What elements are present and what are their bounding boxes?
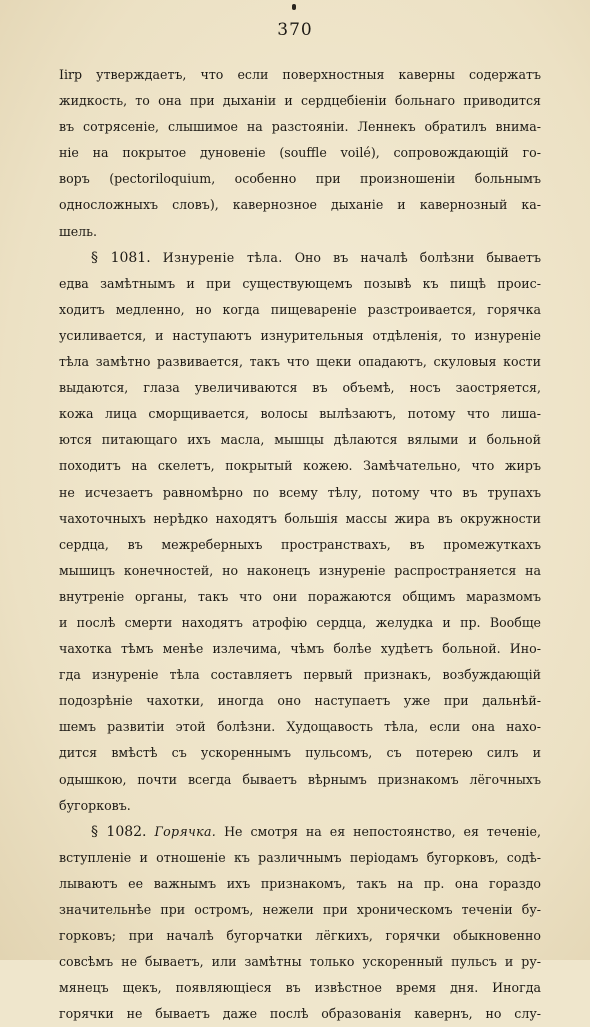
print-mark bbox=[292, 4, 296, 10]
text-line: совсѣмъ не бываетъ, или замѣтны только ускоренный пульсъ и ру- bbox=[59, 954, 541, 970]
text-line: жидкость, то она при дыханіи и сердцебіеніи больнаго приводится bbox=[59, 93, 541, 109]
text-line: подозрѣніе чахотки, иногда оно наступаетъ уже при дальнѣй- bbox=[59, 693, 541, 709]
text-line: шель. bbox=[59, 223, 98, 239]
text-line: гда изнуреніе тѣла составляетъ первый признакъ, возбуждающій bbox=[59, 667, 541, 683]
text-run: Не смотря на ея непостоянство, ея теченіе, bbox=[224, 823, 541, 839]
section-number: § 1081. bbox=[91, 249, 151, 266]
text-line: усиливается, и наступаютъ изнурительныя отдѣленія, то изнуреніе bbox=[59, 327, 541, 343]
text-line: тѣла замѣтно развивается, такъ что щеки опадаютъ, скуловыя кости bbox=[59, 354, 541, 370]
text-line: кожа лица сморщивается, волосы вылѣзаютъ, потому что лиша- bbox=[59, 406, 541, 422]
text-line: шемъ развитіи этой болѣзни. Худощавость тѣла, если она нахо- bbox=[59, 719, 541, 735]
page-text bbox=[59, 62, 541, 1027]
text-line: не исчезаетъ равномѣрно по всему тѣлу, потому что въ трупахъ bbox=[59, 484, 541, 500]
text-line: чахотка тѣмъ менѣе излечима, чѣмъ болѣе худѣетъ больной. Ино- bbox=[59, 641, 541, 657]
section-first-line bbox=[59, 245, 541, 271]
text-line: дится вмѣстѣ съ ускореннымъ пульсомъ, съ потерею силъ и bbox=[59, 745, 541, 761]
text-line: Iirр утверждаетъ, что если поверхностныя каверны содержатъ bbox=[59, 67, 541, 82]
text-line: ніе на покрытое дуновеніе (souffle voilé), сопровождающій го- bbox=[59, 145, 541, 161]
text-line: вступленіе и отношеніе къ различнымъ періодамъ бугорковъ, содѣ- bbox=[59, 849, 541, 865]
text-line: значительнѣе при остромъ, нежели при хроническомъ теченіи бу- bbox=[59, 902, 541, 917]
text-line: сердца, въ межреберныхъ пространствахъ, въ промежуткахъ bbox=[59, 536, 541, 552]
section-first-line bbox=[59, 819, 541, 845]
section-number: § 1082. bbox=[91, 823, 147, 840]
text-line: въ сотрясеніе, слышимое на разстояніи. Леннекъ обратилъ внима- bbox=[59, 119, 541, 135]
page-number: 370 bbox=[277, 20, 313, 40]
text-line: мышицъ конечностей, но наконецъ изнуреніе распространяется на bbox=[59, 562, 541, 578]
text-line: внутреніе органы, такъ что они поражаются общимъ маразмомъ bbox=[59, 588, 541, 604]
text-line: односложныхъ словъ), кавернозное дыханіе и кавернозный ка- bbox=[59, 197, 541, 213]
text-line: выдаются, глаза увеличиваются въ объемѣ, носъ заостряется, bbox=[59, 380, 541, 396]
text-run: Оно въ началѣ болѣзни бываетъ bbox=[294, 249, 541, 265]
text-line: лываютъ ее важнымъ ихъ признакомъ, такъ на пр. она гораздо bbox=[59, 875, 541, 891]
text-line: ходитъ медленно, но когда пищевареніе разстроивается, горячка bbox=[59, 301, 541, 317]
text-line: едва замѣтнымъ и при существующемъ позывѣ къ пищѣ проис- bbox=[59, 275, 541, 291]
text-line: горячки не бываетъ даже послѣ образованія кавернъ, но слу- bbox=[59, 1006, 541, 1022]
text-line: и послѣ смерти находятъ атрофію сердца, желудка и пр. Вообще bbox=[59, 614, 541, 630]
text-line: ются питающаго ихъ масла, мышцы дѣлаются вялыми и больной bbox=[59, 432, 541, 448]
section-title: Горячка. bbox=[154, 823, 217, 839]
text-line: мянецъ щекъ, появляющіеся въ извѣстное время дня. Иногда bbox=[59, 980, 541, 996]
section-title: Изнуреніе тѣла. bbox=[162, 249, 283, 265]
text-line: бугорковъ. bbox=[59, 797, 131, 813]
text-line: походитъ на скелетъ, покрытый кожею. Замѣчательно, что жиръ bbox=[59, 458, 541, 474]
text-line: чахоточныхъ нерѣдко находятъ большія массы жира въ окружности bbox=[59, 510, 541, 526]
text-line: горковъ; при началѣ бугорчатки лёгкихъ, горячки обыкновенно bbox=[59, 928, 541, 944]
text-line: воръ (pectoriloquium, особенно при произношеніи больнымъ bbox=[59, 171, 541, 187]
text-line: одышкою, почти всегда бываетъ вѣрнымъ признакомъ лёгочныхъ bbox=[59, 771, 541, 787]
